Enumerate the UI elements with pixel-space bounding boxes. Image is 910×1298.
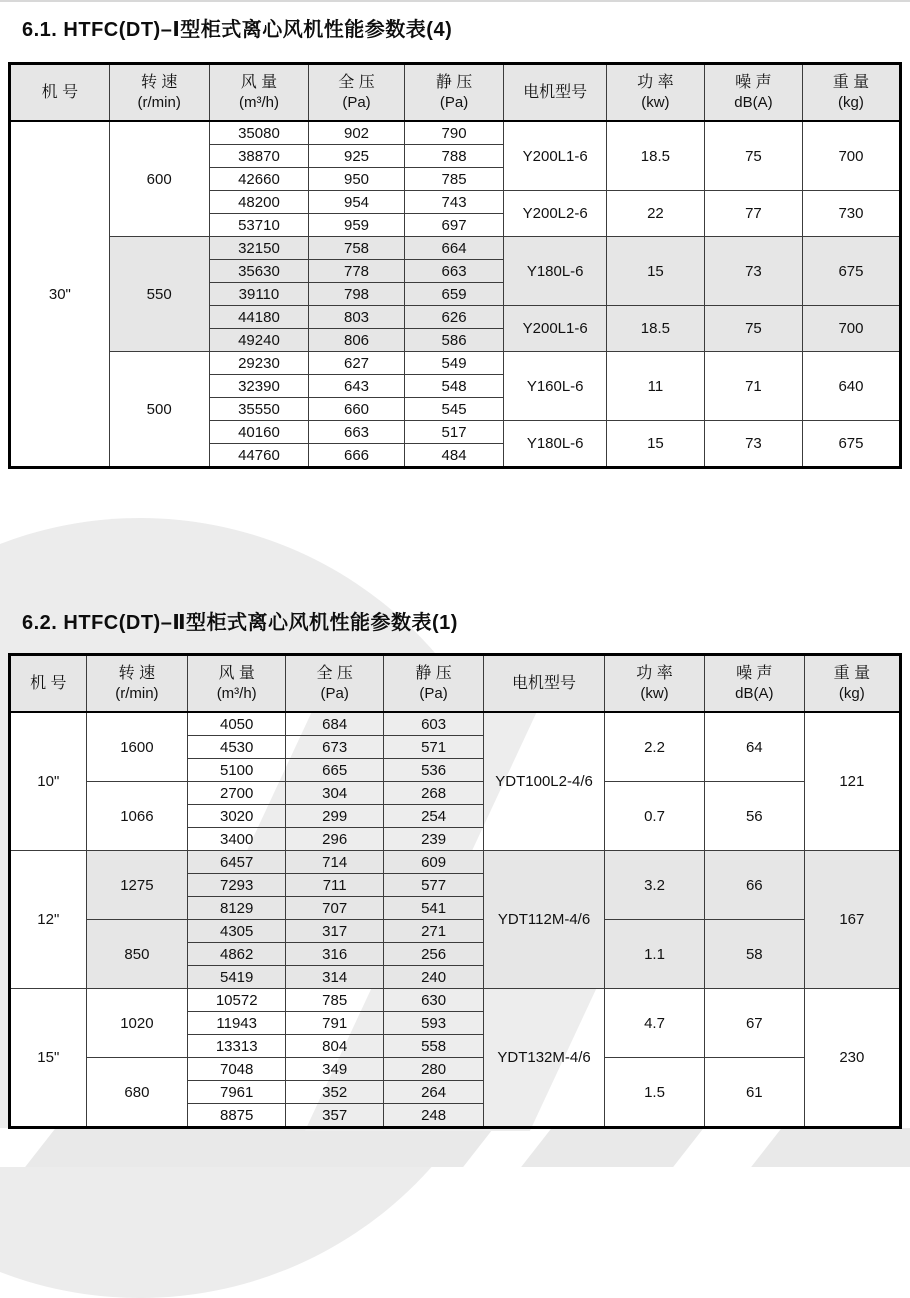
power-cell: 3.2 [605,851,705,920]
total-pressure-cell: 711 [286,874,384,897]
flow-cell: 32150 [209,237,309,260]
speed-cell: 500 [109,352,209,468]
flow-cell: 13313 [188,1035,286,1058]
total-pressure-cell: 314 [286,966,384,989]
static-pressure-cell: 484 [404,444,504,468]
flow-cell: 49240 [209,329,309,352]
power-cell: 2.2 [605,712,705,782]
header-unit: (kw) [641,94,670,112]
total-pressure-cell: 673 [286,736,384,759]
header-unit: (Pa) [342,94,371,112]
static-pressure-cell: 271 [384,920,484,943]
header-label: 重 量 [833,664,871,682]
total-pressure-cell: 296 [286,828,384,851]
header-unit: (Pa) [419,685,448,703]
power-cell: 1.1 [605,920,705,989]
weight-cell: 700 [802,306,900,352]
static-pressure-cell: 541 [384,897,484,920]
noise-cell: 56 [704,782,804,851]
noise-cell: 75 [704,306,802,352]
weight-cell: 230 [804,989,900,1128]
machine-cell: 15" [10,989,87,1128]
header-unit: (r/min) [115,685,159,703]
flow-cell: 42660 [209,168,309,191]
col-header-speed [109,64,209,122]
flow-cell: 4862 [188,943,286,966]
motor-model-cell: YDT100L2-4/6 [483,712,604,851]
col-header-total-pressure [309,64,404,122]
col-header-power [605,655,705,713]
static-pressure-cell: 536 [384,759,484,782]
table-row [10,782,901,805]
total-pressure-cell: 660 [309,398,404,421]
total-pressure-cell: 785 [286,989,384,1012]
static-pressure-cell: 743 [404,191,504,214]
table-row [10,920,901,943]
flow-cell: 5100 [188,759,286,782]
header-unit: dB(A) [734,94,773,112]
motor-model-cell: Y160L-6 [504,352,606,421]
noise-cell: 71 [704,352,802,421]
flow-cell: 7961 [188,1081,286,1104]
col-header-flow [209,64,309,122]
header-label: 全 压 [338,73,375,91]
noise-cell: 58 [704,920,804,989]
header-label: 功 率 [637,73,674,91]
static-pressure-cell: 663 [404,260,504,283]
col-header-weight [804,655,900,713]
flow-cell: 38870 [209,145,309,168]
motor-model-cell: Y200L2-6 [504,191,606,237]
static-pressure-cell: 609 [384,851,484,874]
page-top-edge [0,0,910,2]
static-pressure-cell: 790 [404,121,504,145]
machine-cell: 10" [10,712,87,851]
total-pressure-cell: 798 [309,283,404,306]
flow-cell: 8129 [188,897,286,920]
weight-cell: 730 [802,191,900,237]
motor-model-cell: YDT112M-4/6 [483,851,604,989]
static-pressure-cell: 280 [384,1058,484,1081]
col-header-noise [704,64,802,122]
table-row [10,989,901,1012]
static-pressure-cell: 240 [384,966,484,989]
power-cell: 18.5 [606,121,704,191]
total-pressure-cell: 684 [286,712,384,736]
flow-cell: 35080 [209,121,309,145]
static-pressure-cell: 593 [384,1012,484,1035]
header-unit: (Pa) [439,94,469,112]
total-pressure-cell: 902 [309,121,404,145]
power-cell: 11 [606,352,704,421]
flow-cell: 8875 [188,1104,286,1128]
decoration-stripe [668,1128,787,1167]
static-pressure-cell: 239 [384,828,484,851]
static-pressure-cell: 630 [384,989,484,1012]
total-pressure-cell: 304 [286,782,384,805]
header-row [10,655,901,713]
speed-cell: 1600 [86,712,188,782]
table-row [10,352,901,375]
flow-cell: 48200 [209,191,309,214]
flow-cell: 40160 [209,421,309,444]
col-header-motor-model [483,655,604,713]
header-unit: (kw) [640,685,669,703]
static-pressure-cell: 558 [384,1035,484,1058]
col-header-noise [704,655,804,713]
total-pressure-cell: 804 [286,1035,384,1058]
noise-cell: 77 [704,191,802,237]
total-pressure-cell: 627 [309,352,404,375]
header-unit: (Pa) [320,685,349,703]
motor-model-cell: Y180L-6 [504,421,606,468]
total-pressure-cell: 643 [309,375,404,398]
static-pressure-cell: 545 [404,398,504,421]
header-unit: dB(A) [735,685,774,703]
static-pressure-cell: 697 [404,214,504,237]
col-header-machine [10,655,87,713]
static-pressure-cell: 586 [404,329,504,352]
flow-cell: 7293 [188,874,286,897]
flow-cell: 44180 [209,306,309,329]
section-title-6-2: 6.2. HTFC(DT)–Ⅱ型柜式离心风机性能参数表(1) [22,612,458,634]
header-label: 电机型号 [512,674,577,692]
col-header-total-pressure [286,655,384,713]
header-label: 机 号 [30,674,67,692]
speed-cell: 550 [109,237,209,352]
total-pressure-cell: 316 [286,943,384,966]
total-pressure-cell: 665 [286,759,384,782]
weight-cell: 675 [802,237,900,306]
total-pressure-cell: 925 [309,145,404,168]
fan-performance-table-2 [8,653,902,1129]
table-htfc-dt-1 [8,62,902,469]
speed-cell: 1066 [86,782,188,851]
header-label: 机 号 [41,83,79,101]
col-header-flow [188,655,286,713]
machine-cell: 30" [10,121,110,468]
static-pressure-cell: 256 [384,943,484,966]
total-pressure-cell: 349 [286,1058,384,1081]
total-pressure-cell: 352 [286,1081,384,1104]
power-cell: 22 [606,191,704,237]
col-header-power [606,64,704,122]
header-label: 噪 声 [735,73,772,91]
header-label: 风 量 [218,664,255,682]
header-label: 转 速 [140,73,178,91]
speed-cell: 600 [109,121,209,237]
flow-cell: 10572 [188,989,286,1012]
weight-cell: 640 [802,352,900,421]
static-pressure-cell: 603 [384,712,484,736]
static-pressure-cell: 659 [404,283,504,306]
table-row [10,121,901,145]
static-pressure-cell: 248 [384,1104,484,1128]
header-label: 噪 声 [736,664,773,682]
header-row [10,64,901,122]
flow-cell: 7048 [188,1058,286,1081]
noise-cell: 66 [704,851,804,920]
static-pressure-cell: 549 [404,352,504,375]
col-header-static-pressure [404,64,504,122]
fan-performance-table-1 [8,62,902,469]
static-pressure-cell: 254 [384,805,484,828]
header-unit: (r/min) [137,94,181,112]
power-cell: 15 [606,237,704,306]
static-pressure-cell: 785 [404,168,504,191]
flow-cell: 6457 [188,851,286,874]
flow-cell: 2700 [188,782,286,805]
speed-cell: 680 [86,1058,188,1128]
power-cell: 4.7 [605,989,705,1058]
flow-cell: 3020 [188,805,286,828]
weight-cell: 675 [802,421,900,468]
flow-cell: 5419 [188,966,286,989]
table-htfc-dt-2 [8,653,902,1129]
noise-cell: 73 [704,421,802,468]
total-pressure-cell: 806 [309,329,404,352]
col-header-motor-model [504,64,606,122]
power-cell: 0.7 [605,782,705,851]
total-pressure-cell: 959 [309,214,404,237]
static-pressure-cell: 788 [404,145,504,168]
static-pressure-cell: 517 [404,421,504,444]
weight-cell: 167 [804,851,900,989]
weight-cell: 700 [802,121,900,191]
speed-cell: 1275 [86,851,188,920]
total-pressure-cell: 791 [286,1012,384,1035]
header-label: 电机型号 [523,83,588,101]
flow-cell: 4050 [188,712,286,736]
decoration-stripe [458,1128,557,1167]
flow-cell: 53710 [209,214,309,237]
col-header-weight [802,64,900,122]
total-pressure-cell: 954 [309,191,404,214]
total-pressure-cell: 950 [309,168,404,191]
total-pressure-cell: 758 [309,237,404,260]
table-row [10,1058,901,1081]
flow-cell: 4305 [188,920,286,943]
header-label: 静 压 [435,73,473,91]
motor-model-cell: Y200L1-6 [504,121,606,191]
section-title-6-1: 6.1. HTFC(DT)–Ⅰ型柜式离心风机性能参数表(4) [22,19,453,41]
col-header-static-pressure [384,655,484,713]
table-row [10,712,901,736]
header-label: 静 压 [415,664,452,682]
power-cell: 1.5 [605,1058,705,1128]
header-label: 重 量 [832,73,870,91]
header-label: 风 量 [240,73,278,91]
flow-cell: 11943 [188,1012,286,1035]
static-pressure-cell: 664 [404,237,504,260]
power-cell: 15 [606,421,704,468]
header-unit: (kg) [838,94,864,112]
motor-model-cell: Y180L-6 [504,237,606,306]
total-pressure-cell: 778 [309,260,404,283]
header-unit: (m³/h) [216,685,257,703]
motor-model-cell: Y200L1-6 [504,306,606,352]
total-pressure-cell: 317 [286,920,384,943]
noise-cell: 61 [704,1058,804,1128]
machine-cell: 12" [10,851,87,989]
static-pressure-cell: 571 [384,736,484,759]
decoration-stripe [0,1128,60,1167]
noise-cell: 64 [704,712,804,782]
flow-cell: 29230 [209,352,309,375]
weight-cell: 121 [804,712,900,851]
flow-cell: 4530 [188,736,286,759]
static-pressure-cell: 268 [384,782,484,805]
table-row [10,237,901,260]
flow-cell: 35550 [209,398,309,421]
total-pressure-cell: 299 [286,805,384,828]
speed-cell: 850 [86,920,188,989]
static-pressure-cell: 626 [404,306,504,329]
flow-cell: 44760 [209,444,309,468]
static-pressure-cell: 577 [384,874,484,897]
speed-cell: 1020 [86,989,188,1058]
col-header-speed [86,655,188,713]
flow-cell: 35630 [209,260,309,283]
flow-cell: 32390 [209,375,309,398]
header-label: 功 率 [636,664,673,682]
noise-cell: 73 [704,237,802,306]
bottom-decoration-band [0,1128,910,1167]
header-unit: (m³/h) [238,94,279,112]
static-pressure-cell: 548 [404,375,504,398]
static-pressure-cell: 264 [384,1081,484,1104]
table-row [10,851,901,874]
noise-cell: 67 [704,989,804,1058]
total-pressure-cell: 803 [309,306,404,329]
total-pressure-cell: 357 [286,1104,384,1128]
header-label: 全 压 [316,664,353,682]
motor-model-cell: YDT132M-4/6 [483,989,604,1128]
noise-cell: 75 [704,121,802,191]
total-pressure-cell: 666 [309,444,404,468]
total-pressure-cell: 707 [286,897,384,920]
col-header-machine [10,64,110,122]
total-pressure-cell: 663 [309,421,404,444]
total-pressure-cell: 714 [286,851,384,874]
header-label: 转 速 [118,664,156,682]
header-unit: (kg) [838,685,865,703]
flow-cell: 3400 [188,828,286,851]
power-cell: 18.5 [606,306,704,352]
flow-cell: 39110 [209,283,309,306]
